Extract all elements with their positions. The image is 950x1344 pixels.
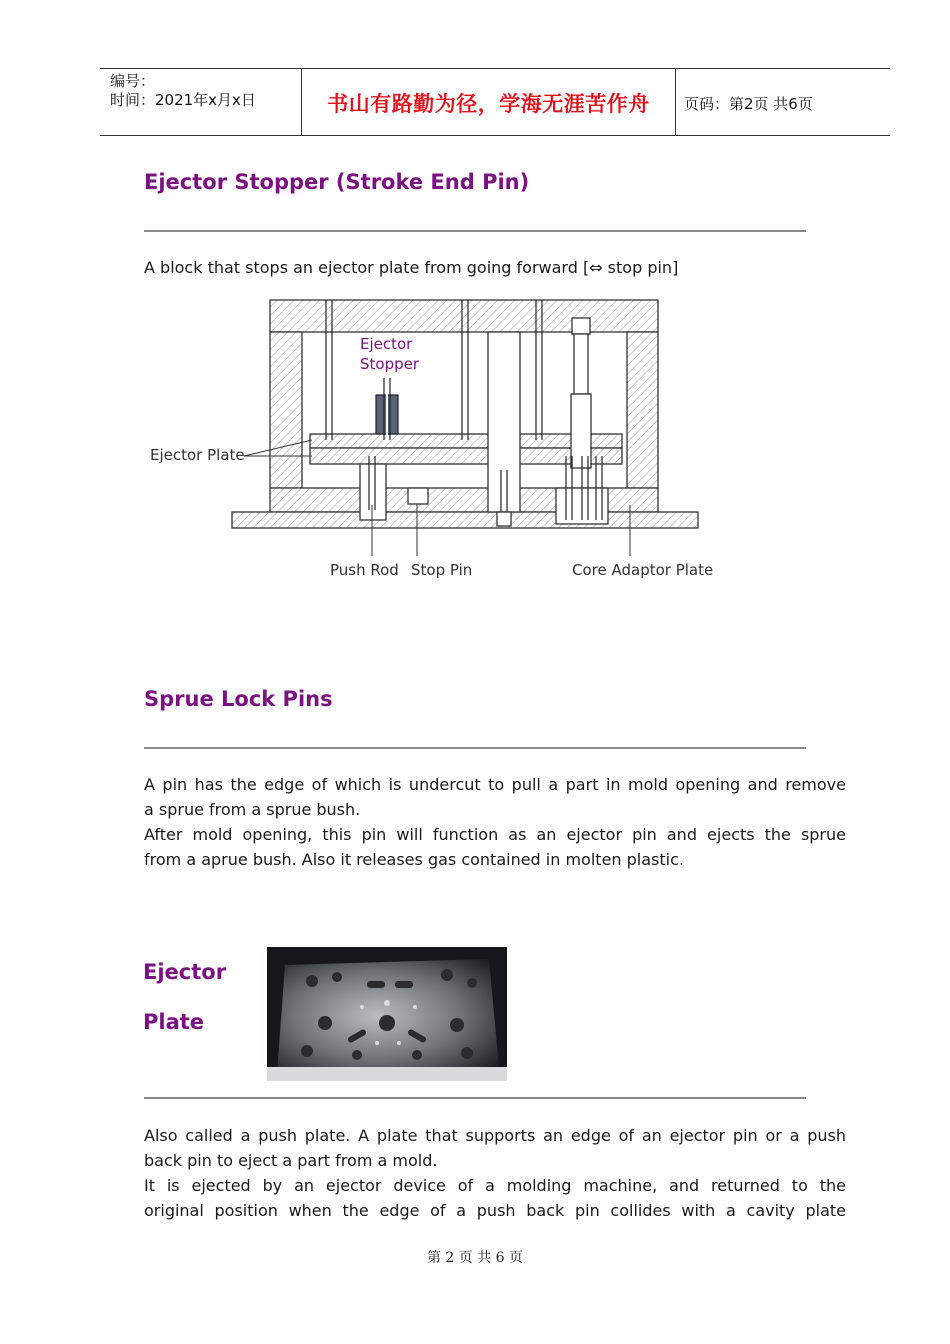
paragraph-line: After mold opening, this pin will function as an ejector pin and ejects the sprue: [144, 825, 846, 844]
label-ejector-stopper-1: Ejector: [360, 335, 413, 353]
section-divider-2: [144, 747, 806, 749]
header-divider-2: [675, 68, 676, 136]
paragraph-line: It is ejected by an ejector device of a molding machine, and returned to the: [144, 1176, 846, 1195]
ejector-plate-photo: [267, 947, 507, 1081]
time-label: 时间：2021年x月x日: [110, 91, 256, 109]
paragraph-line: original position when the edge of a push back pin collides with a cavity plate: [144, 1201, 846, 1220]
paragraph-line: a sprue from a sprue bush.: [144, 800, 361, 819]
label-ejector-stopper-2: Stopper: [360, 355, 420, 373]
label-ejector-plate: Ejector Plate: [150, 446, 245, 464]
base-plate: [232, 512, 698, 528]
section-title-ejector-plate-line1: Ejector: [143, 960, 227, 984]
ejector-plate-description: [144, 1123, 846, 1223]
center-pin-channel: [488, 332, 520, 512]
push-rod-shape: [360, 464, 386, 520]
section-title-ejector-stopper: Ejector Stopper (Stroke End Pin): [144, 170, 530, 194]
paragraph-line: from a aprue bush. Also it releases gas contained in molten plastic.: [144, 850, 684, 869]
paragraph-line: back pin to eject a part from a mold.: [144, 1151, 438, 1170]
top-clamp-plate: [270, 300, 658, 332]
stop-pin-shape: [408, 488, 428, 504]
header-page-number: 页码：第2页 共6页: [684, 95, 813, 113]
section-title-ejector-plate-line2: Plate: [143, 1010, 205, 1034]
label-push-rod: Push Rod: [330, 561, 399, 579]
label-core-adaptor-plate: Core Adaptor Plate: [572, 561, 714, 579]
section-divider-1: [144, 230, 806, 232]
sprue-lock-pins-description: [144, 772, 846, 872]
paragraph-line: Also called a push plate. A plate that supports an edge of an ejector pin or a push: [144, 1126, 846, 1145]
section-divider-3: [144, 1097, 806, 1099]
paragraph-line: A pin has the edge of which is undercut to pull a part in mold opening and remove: [144, 775, 846, 794]
ejector-stopper-diagram: [140, 295, 720, 590]
section-title-sprue-lock-pins: Sprue Lock Pins: [144, 687, 333, 711]
header-motto: 书山有路勤为径，学海无涯苦作舟: [327, 90, 650, 116]
page-footer: 第 2 页 共 6 页: [426, 1250, 524, 1266]
ejector-stopper-description: A block that stops an ejector plate from going forward [⇔ stop pin]: [144, 258, 679, 277]
left-spacer-block: [270, 332, 302, 488]
label-stop-pin: Stop Pin: [411, 561, 473, 579]
right-spacer-block: [627, 332, 658, 488]
serial-number-label: 编号：: [110, 72, 156, 90]
